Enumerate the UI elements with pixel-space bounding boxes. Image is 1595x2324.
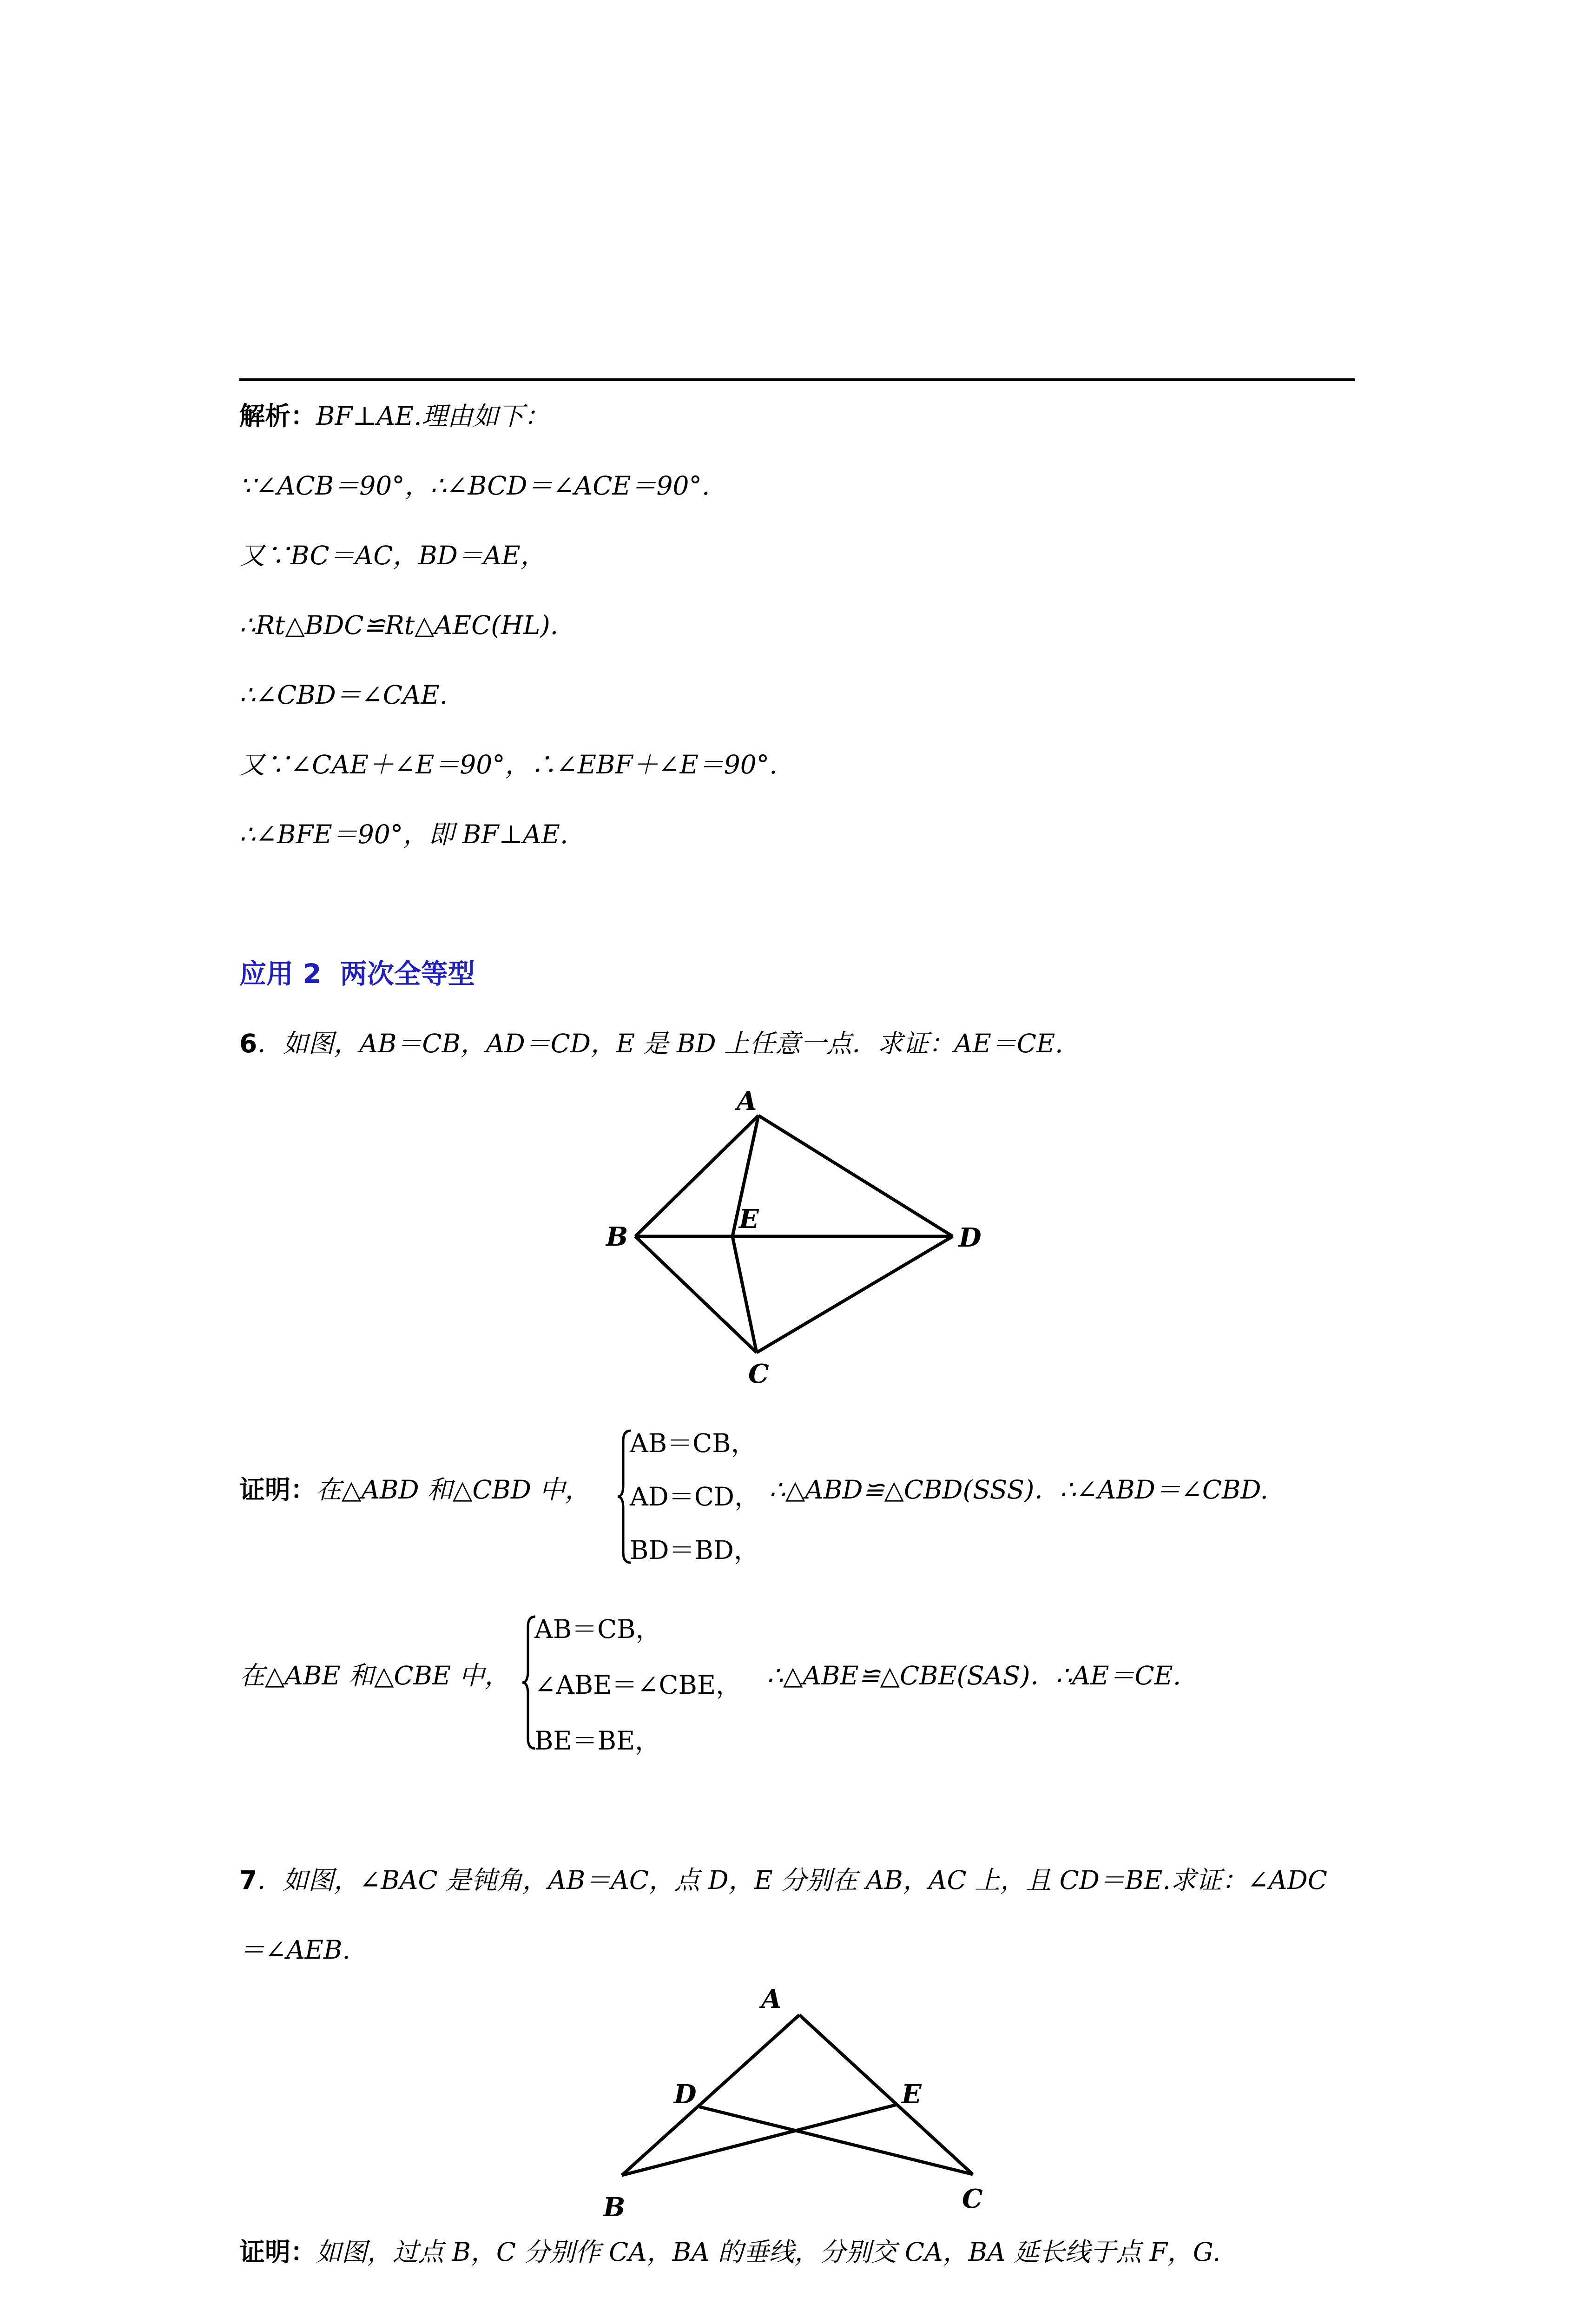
problem7-figure: [590, 1971, 1008, 2231]
proof2-condition-3: BE＝BE，: [534, 1726, 661, 1756]
problem7-number: 7: [239, 1865, 257, 1895]
analysis-line-5: ∴∠CBD＝∠CAE.: [239, 680, 448, 710]
analysis-line-4: ∴Rt△BDC≌Rt△AEC(HL).: [239, 610, 559, 640]
analysis-line-2: ∵∠ACB＝90°，∴∠BCD＝∠ACE＝90°.: [239, 471, 710, 501]
section-label: 应用 2: [239, 958, 322, 990]
proof2-condition-2: ∠ABE＝∠CBE，: [534, 1670, 742, 1700]
problem6-text: ．如图，AB＝CB，AD＝CD，E 是 BD 上任意一点．求证：AE＝CE.: [257, 1029, 1063, 1058]
problem7-text-1: ．如图，∠BAC 是钝角，AB＝AC，点 D，E 分别在 AB，AC 上，且 CD＝BE.求证：∠ADC: [257, 1865, 1327, 1895]
segment-DC: [698, 2106, 973, 2174]
proof1-condition-1: AB＝CB，: [630, 1428, 757, 1458]
label-E: E: [739, 1204, 759, 1235]
segment-AC: [799, 2015, 973, 2174]
problem7-statement-line1: [239, 1864, 1327, 1896]
proof1-condition-3: BD＝BD，: [630, 1535, 760, 1565]
label-D: D: [959, 1222, 982, 1253]
analysis-text: BF⊥AE.理由如下：: [316, 401, 550, 431]
label-B: B: [606, 1221, 628, 1252]
proof1-prefix: 在△ABD 和△CBD 中，: [316, 1475, 591, 1505]
analysis-line-7: ∴∠BFE＝90°，即 BF⊥AE.: [239, 819, 568, 849]
section-text: 两次全等型: [340, 958, 475, 990]
label-C: C: [962, 2184, 983, 2214]
proof2-conclusion: ∴△ABE≌△CBE(SAS)．∴AE＝CE.: [767, 1661, 1181, 1690]
label-A: A: [761, 1984, 782, 2014]
analysis-label: 解析：: [239, 401, 316, 431]
problem7-statement-line2: ＝∠AEB.: [239, 1935, 350, 1965]
segment-CB: [635, 1236, 757, 1353]
analysis-line-1: [239, 400, 550, 432]
proof1-condition-2: AD＝CD，: [630, 1482, 760, 1512]
section-title: [239, 957, 475, 990]
label-A: A: [737, 1086, 757, 1116]
proof2-condition-1: AB＝CB，: [534, 1614, 661, 1644]
label-D: D: [674, 2079, 697, 2110]
problem7-proof-label: 证明：: [239, 2237, 316, 2267]
proof1-conclusion: ∴△ABD≌△CBD(SSS)．∴∠ABD＝∠CBD.: [769, 1475, 1269, 1505]
problem7-proof-line: [239, 2236, 1220, 2268]
proof1-prefix-line: [239, 1473, 590, 1506]
label-B: B: [603, 2192, 626, 2223]
segment-CD: [757, 1236, 953, 1353]
problem6-number: 6: [239, 1029, 257, 1058]
separator-line: [239, 378, 1355, 381]
problem7-proof-text: 如图，过点 B，C 分别作 CA，BA 的垂线，分别交 CA，BA 延长线于点 F，G.: [316, 2237, 1221, 2267]
problem6-statement: [239, 1027, 1063, 1060]
segment-AD: [758, 1116, 953, 1236]
analysis-line-3: 又∵BC＝AC，BD＝AE，: [239, 541, 546, 570]
proof2-prefix: 在△ABE 和△CBE 中，: [239, 1661, 510, 1690]
label-E: E: [902, 2079, 922, 2110]
problem6-figure: [595, 1083, 1013, 1390]
label-C: C: [748, 1359, 769, 1389]
analysis-line-6: 又∵∠CAE＋∠E＝90°，∴∠EBF＋∠E＝90°.: [239, 750, 778, 779]
proof1-label: 证明：: [239, 1475, 316, 1505]
